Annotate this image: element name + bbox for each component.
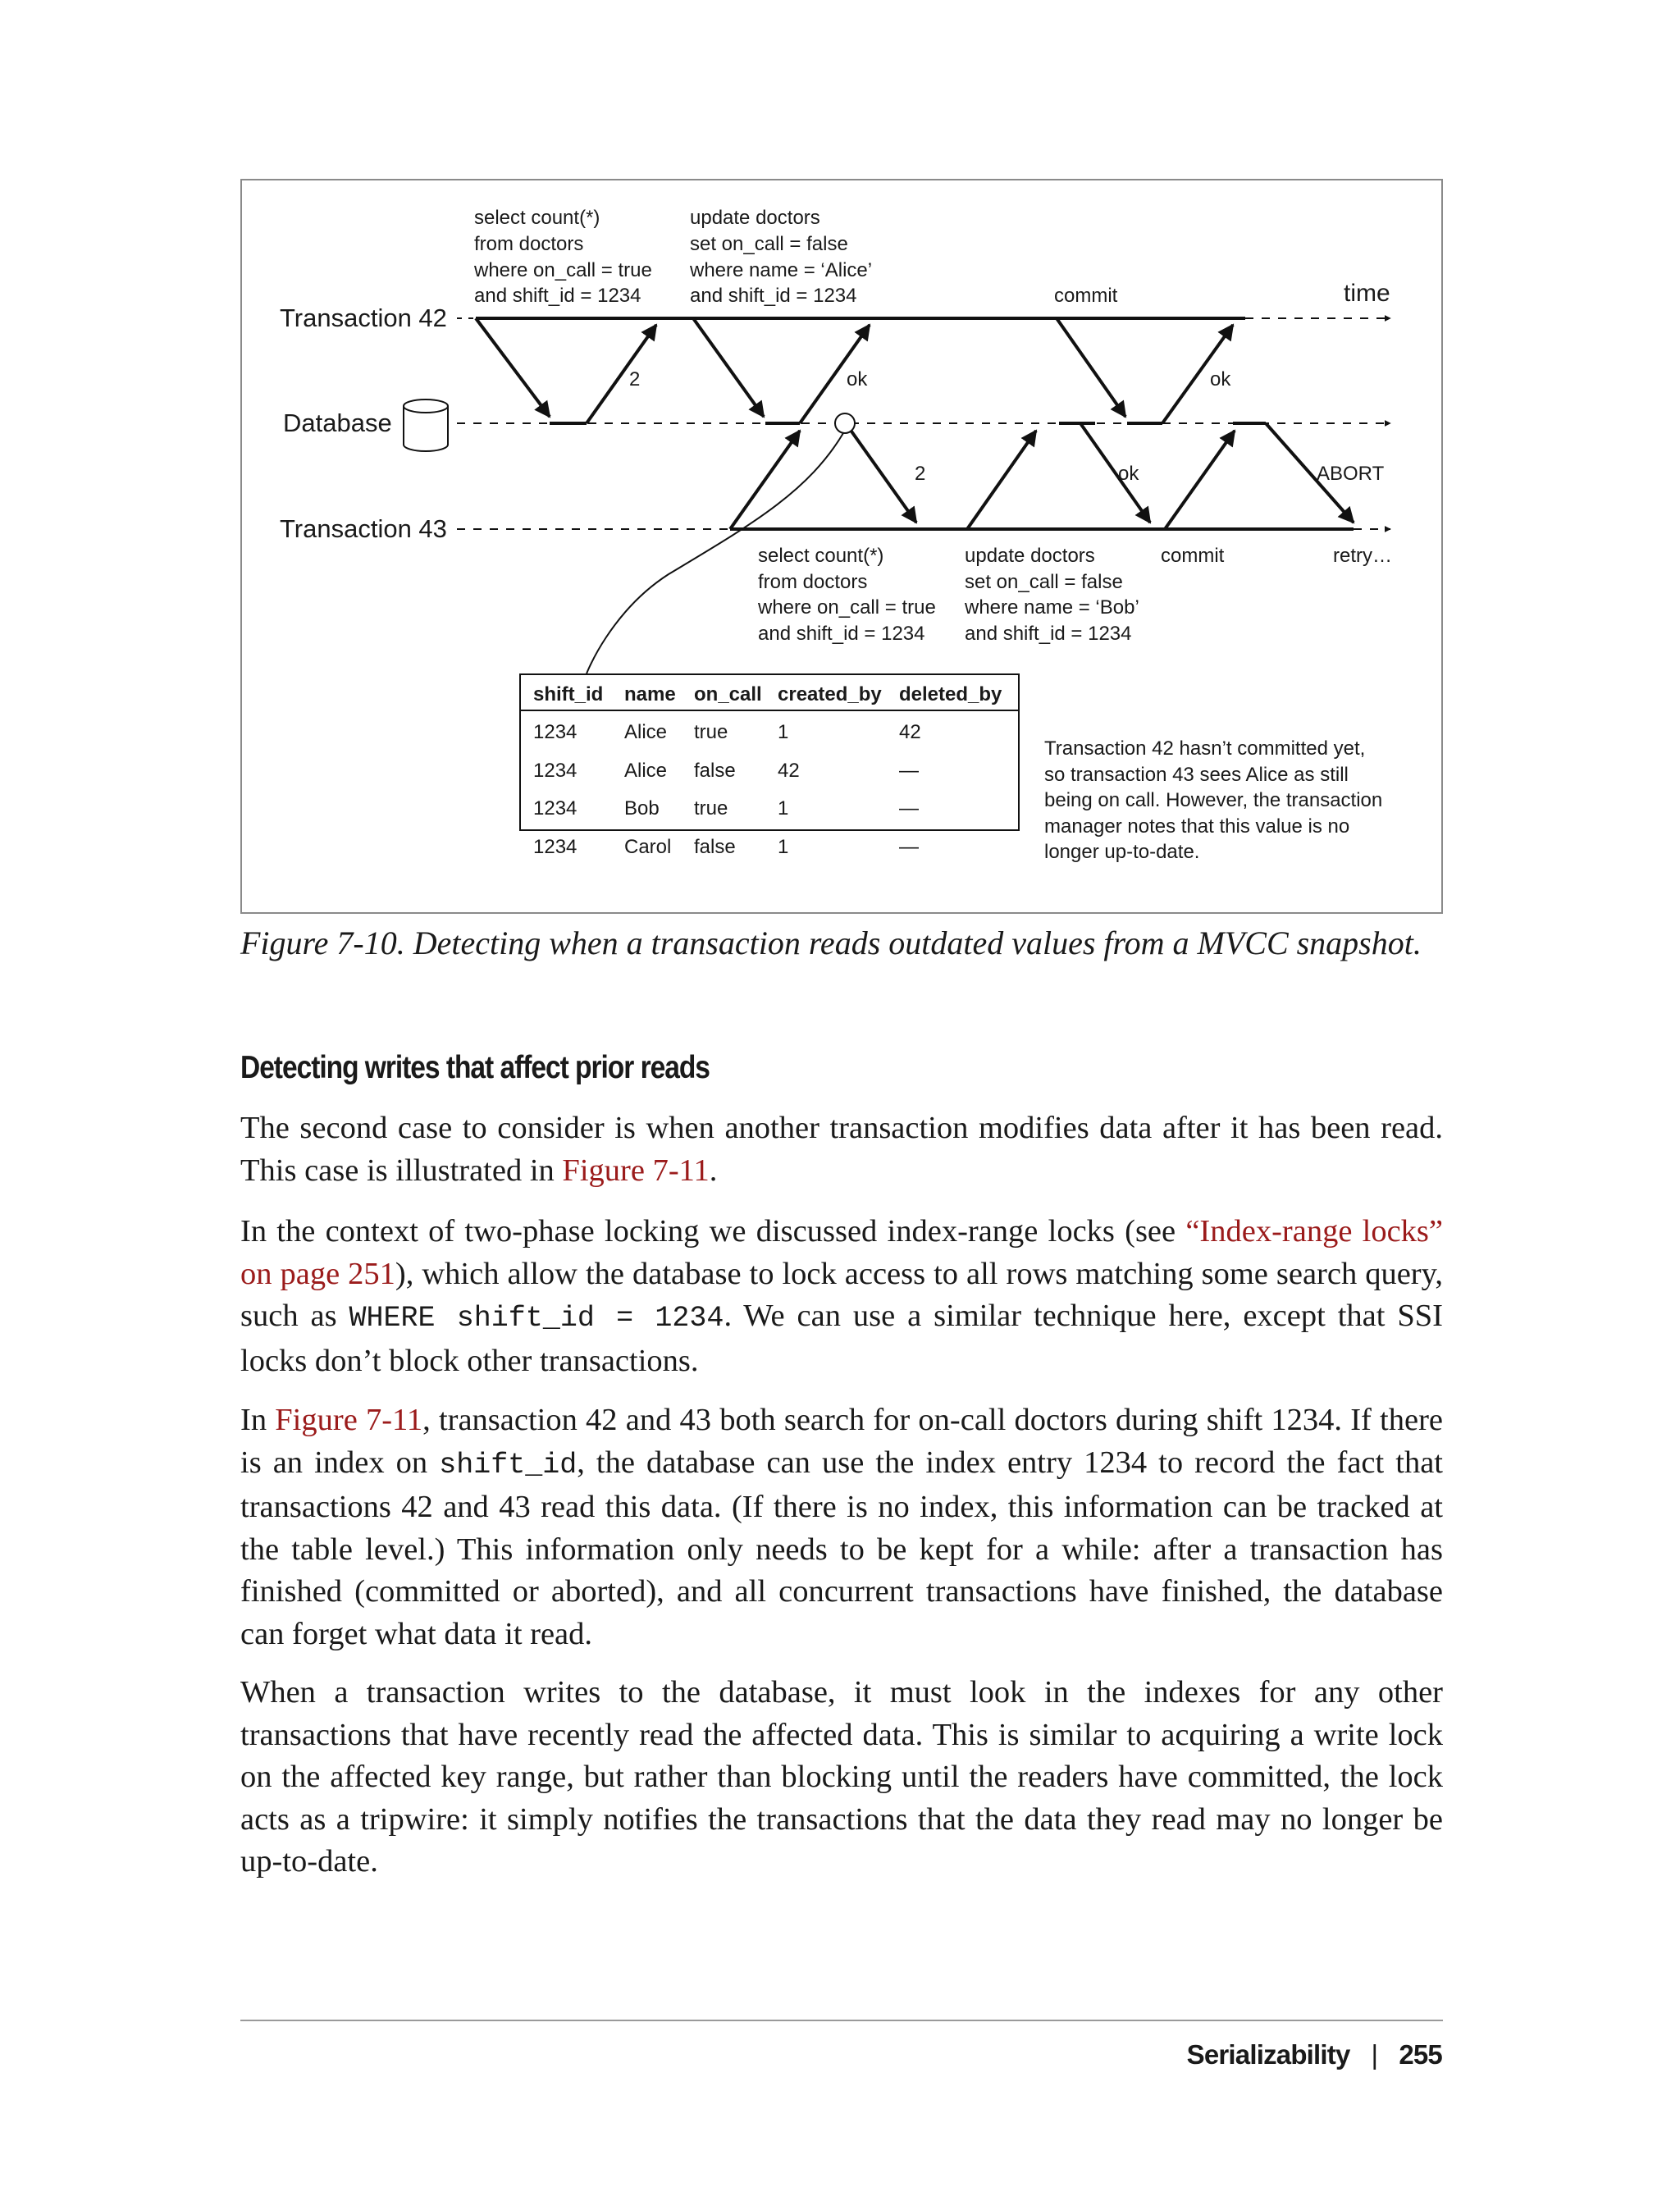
tx42-arrow-commit-request — [1057, 318, 1125, 417]
tx42-response-ok-1: ok — [847, 368, 868, 390]
code-shift-id: shift_id — [439, 1448, 578, 1481]
footer-rule — [240, 2020, 1443, 2021]
tx43-commit-label: commit — [1161, 545, 1225, 567]
svg-text:1: 1 — [778, 797, 789, 819]
tx42-arrow-select-response — [587, 325, 656, 423]
paragraph-1: The second case to consider is when another transaction modifies data after it has been read. This case is illustrated in Figure 7-11. — [240, 1111, 1443, 1188]
tx43-abort-label: ABORT — [1317, 463, 1385, 485]
tx42-arrow-select-request — [476, 318, 550, 417]
tx42-query-update — [689, 207, 872, 307]
figure-caption: Figure 7-10. Detecting when a transaction reads outdated values from a MVCC snapshot. — [240, 924, 1422, 961]
svg-text:Alice: Alice — [624, 721, 668, 743]
svg-text:so transaction 43 sees Alice a: so transaction 43 sees Alice as still — [1044, 764, 1349, 786]
figure-7-11-link[interactable]: Figure 7-11 — [562, 1153, 710, 1188]
svg-text:manager notes that this value: manager notes that this value is no — [1044, 815, 1350, 838]
svg-text:from doctors: from doctors — [758, 571, 868, 593]
tx42-query-select — [473, 207, 652, 307]
code-where-shift-id: WHERE shift_id = 1234 — [349, 1302, 724, 1335]
svg-text:set on_call = false: set on_call = false — [690, 233, 848, 255]
doctors-table — [520, 674, 1019, 858]
svg-text:shift_id: shift_id — [533, 683, 604, 705]
svg-text:being on call. However, the tr: being on call. However, the transaction — [1044, 789, 1383, 811]
section-heading: Detecting writes that affect prior reads — [240, 1050, 710, 1085]
figure-note — [1044, 737, 1382, 863]
svg-text:select count(*): select count(*) — [474, 207, 600, 229]
svg-text:Carol: Carol — [624, 836, 672, 858]
tx43-response-count: 2 — [915, 463, 926, 485]
paragraph-3: In Figure 7-11, transaction 42 and 43 both search for on-call doctors during shift 1234. If there is an index on shift_id, the database can use the index entry 1234 to record the fact that transactions 42 and 43 read this data. (If there is no index, this information can be tracked at the table level.) This information only needs to be kept for a while: after a transaction has finished (committed or aborted), and all concurrent transactions have finished, the database can forget what data it read. — [240, 1403, 1443, 1651]
svg-text:—: — — [899, 797, 919, 819]
svg-text:Alice: Alice — [624, 760, 668, 782]
svg-text:42: 42 — [778, 760, 800, 782]
svg-text:1234: 1234 — [533, 721, 578, 743]
svg-text:and shift_id = 1234: and shift_id = 1234 — [758, 623, 925, 645]
svg-text:and shift_id = 1234: and shift_id = 1234 — [474, 285, 641, 307]
tx43-arrow-update-request — [967, 431, 1036, 529]
svg-text:Transaction 42 hasn’t committe: Transaction 42 hasn’t committed yet, — [1044, 737, 1366, 760]
svg-text:where name = ‘Alice’: where name = ‘Alice’ — [690, 259, 873, 281]
svg-text:name: name — [624, 683, 676, 705]
svg-text:42: 42 — [899, 721, 921, 743]
svg-text:Bob: Bob — [624, 797, 660, 819]
transaction-diagram — [242, 180, 1445, 915]
svg-text:1234: 1234 — [533, 760, 578, 782]
outdated-read-marker — [835, 413, 855, 433]
svg-text:where on_call = true: where on_call = true — [474, 259, 652, 281]
svg-text:update doctors: update doctors — [690, 207, 820, 229]
tx42-response-ok-2: ok — [1210, 368, 1231, 390]
svg-text:false: false — [694, 836, 736, 858]
paragraph-2: In the context of two-phase locking we discussed index-range locks (see “Index-range locks” on page 251), which allow the database to lock access to all rows matching some search query, such as WHERE shift_id = 1234. We can use a similar technique here, except that SSI locks don’t block other transactions. — [240, 1214, 1443, 1378]
svg-text:on_call: on_call — [694, 683, 762, 705]
tx43-query-select — [757, 545, 936, 645]
svg-text:select count(*): select count(*) — [758, 545, 884, 567]
svg-text:1234: 1234 — [533, 797, 578, 819]
footer-section-title: Serializability — [1186, 2039, 1350, 2070]
table-row — [533, 836, 919, 858]
tx43-arrow-commit-request — [1165, 431, 1235, 529]
svg-text:set on_call = false: set on_call = false — [965, 571, 1123, 593]
figure-7-11-link[interactable]: Figure 7-11 — [275, 1403, 423, 1437]
tx42-commit-label: commit — [1054, 285, 1118, 307]
svg-text:—: — — [899, 760, 919, 782]
tx43-arrow-select-response — [846, 423, 916, 523]
svg-text:false: false — [694, 760, 736, 782]
tx42-label: Transaction 42 — [280, 304, 447, 332]
footer-separator: | — [1371, 2039, 1378, 2070]
svg-text:and shift_id = 1234: and shift_id = 1234 — [690, 285, 857, 307]
svg-text:1: 1 — [778, 721, 789, 743]
svg-text:where on_call = true: where on_call = true — [758, 596, 936, 619]
tx43-arrow-update-response — [1080, 423, 1150, 523]
page-number: 255 — [1399, 2039, 1442, 2070]
svg-text:1234: 1234 — [533, 836, 578, 858]
database-cylinder-icon — [404, 399, 448, 451]
tx43-retry-label: retry… — [1333, 545, 1392, 567]
time-label: time — [1344, 280, 1390, 307]
svg-text:—: — — [899, 836, 919, 858]
tx43-label: Transaction 43 — [280, 514, 447, 543]
database-label: Database — [283, 409, 392, 437]
page-footer — [1187, 2039, 1442, 2070]
tx43-query-update — [964, 545, 1139, 645]
svg-text:and shift_id = 1234: and shift_id = 1234 — [965, 623, 1132, 645]
figure-7-10 — [240, 179, 1443, 914]
svg-text:where name = ‘Bob’: where name = ‘Bob’ — [965, 596, 1139, 619]
paragraph-4: When a transaction writes to the database, it must look in the indexes for any other transactions that have recently read the affected data. This is similar to acquiring a write lock on the affected key range, but rather than blocking until the readers have committed, the lock acts as a tripwire: it simply notifies the transactions that the data they read may no longer be up-to-date. — [240, 1675, 1443, 1879]
tx42-response-count: 2 — [629, 368, 641, 390]
svg-text:update doctors: update doctors — [965, 545, 1095, 567]
svg-text:1: 1 — [778, 836, 789, 858]
svg-text:longer up-to-date.: longer up-to-date. — [1044, 841, 1200, 863]
svg-text:deleted_by: deleted_by — [899, 683, 1002, 705]
svg-text:created_by: created_by — [778, 683, 882, 705]
index-range-locks-link[interactable]: “Index-range locks” on page 251 — [240, 1214, 1443, 1291]
svg-text:from doctors: from doctors — [474, 233, 584, 255]
svg-text:true: true — [694, 721, 728, 743]
tx43-response-ok: ok — [1118, 463, 1139, 485]
tx42-arrow-update-request — [693, 318, 764, 417]
svg-text:true: true — [694, 797, 728, 819]
